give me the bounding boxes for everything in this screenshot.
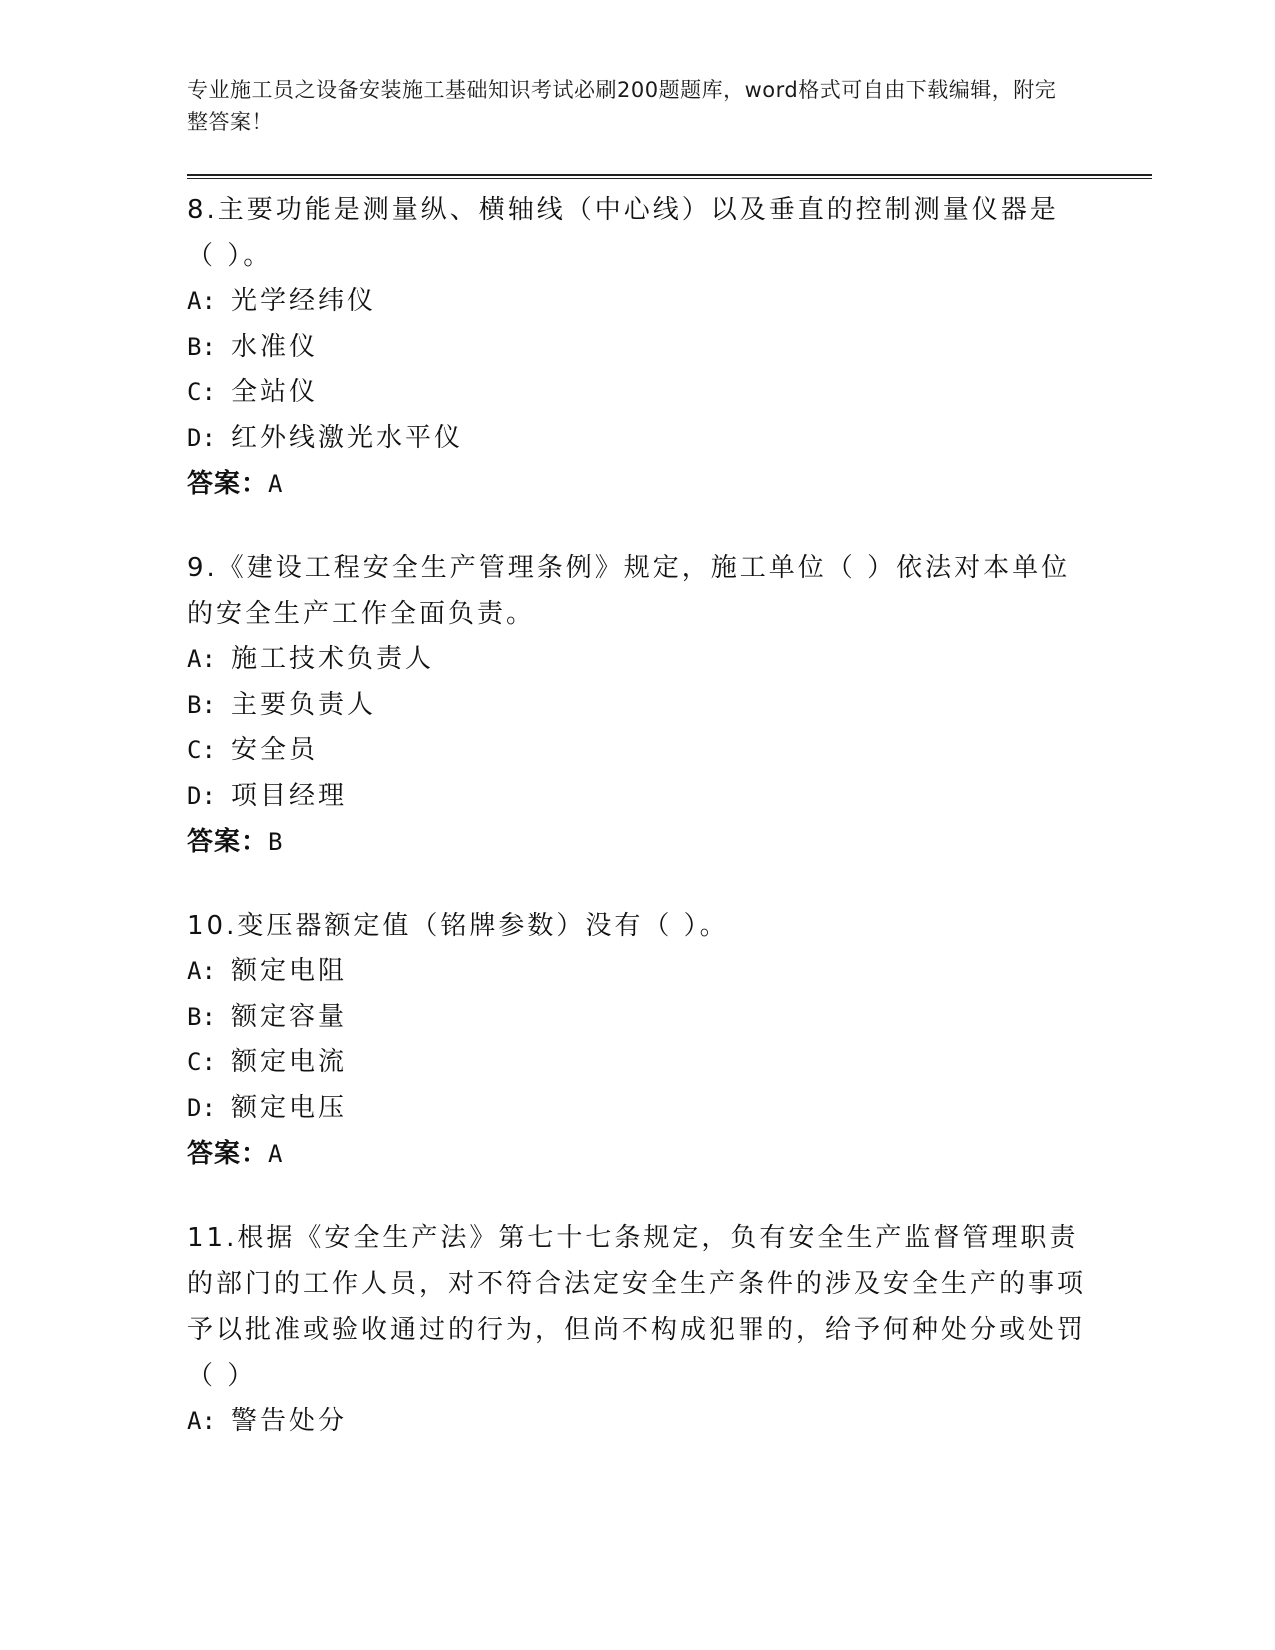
option-key: C:: [187, 378, 216, 406]
option-text: 项目经理: [231, 780, 348, 811]
answer-value: A: [268, 470, 284, 498]
question-stem: 10.变压器额定值（铭牌参数）没有（ ）。: [187, 911, 729, 941]
answer-label: 答案：: [187, 827, 269, 857]
option-d: [187, 416, 1087, 462]
question-stem: 8.主要功能是测量纵、横轴线（中心线）以及垂直的控制测量仪器是（ ）。: [187, 195, 1059, 271]
option-d: [187, 774, 1087, 820]
option-a: [187, 949, 1087, 995]
option-a: [187, 637, 1087, 683]
option-c: [187, 728, 1087, 774]
option-text: 红外线激光水平仪: [231, 422, 464, 453]
option-key: C:: [187, 736, 216, 764]
option-text: 警告处分: [231, 1406, 348, 1436]
answer-label: 答案：: [187, 1139, 269, 1169]
question-11: [187, 1215, 1087, 1445]
question-8: [187, 187, 1087, 507]
option-key: A:: [187, 957, 216, 985]
question-list: [187, 187, 1087, 1483]
option-c: [187, 1040, 1087, 1086]
option-b: [187, 325, 1087, 371]
option-text: 主要负责人: [231, 689, 377, 720]
option-text: 安全员: [231, 735, 319, 765]
option-key: B:: [187, 690, 216, 719]
question-9: [187, 545, 1087, 865]
option-text: 额定电压: [231, 1092, 348, 1123]
option-b: [187, 683, 1087, 729]
option-key: D:: [187, 781, 216, 810]
option-key: C:: [187, 1048, 216, 1076]
option-b: [187, 995, 1087, 1041]
option-c: [187, 370, 1087, 416]
option-key: A:: [187, 287, 216, 315]
option-text: 水准仪: [231, 331, 319, 362]
option-key: D:: [187, 1093, 216, 1122]
answer: [187, 819, 1087, 865]
option-text: 额定电流: [231, 1047, 348, 1077]
option-text: 全站仪: [231, 377, 319, 407]
option-text: 额定容量: [231, 1001, 348, 1032]
option-a: [187, 1399, 1087, 1445]
answer: [187, 1131, 1087, 1177]
option-key: B:: [187, 332, 216, 361]
document-header: 专业施工员之设备安装施工基础知识考试必刷200题题库，word格式可自由下载编辑，附完整答案！: [187, 78, 1057, 134]
option-text: 额定电阻: [231, 956, 348, 986]
header-divider: [187, 174, 1152, 179]
answer: [187, 461, 1087, 507]
option-key: B:: [187, 1002, 216, 1031]
answer-value: A: [268, 1140, 284, 1168]
option-text: 光学经纬仪: [231, 286, 377, 316]
option-key: A:: [187, 1407, 216, 1435]
answer-value: B: [268, 828, 284, 856]
option-d: [187, 1086, 1087, 1132]
option-key: D:: [187, 423, 216, 452]
answer-label: 答案：: [187, 469, 269, 499]
option-key: A:: [187, 645, 216, 673]
question-stem: 9.《建设工程安全生产管理条例》规定，施工单位（ ）依法对本单位的安全生产工作全面负责。: [187, 553, 1071, 629]
option-text: 施工技术负责人: [231, 644, 435, 674]
option-a: [187, 279, 1087, 325]
question-10: [187, 903, 1087, 1177]
question-stem: 11.根据《安全生产法》第七十七条规定，负有安全生产监督管理职责的部门的工作人员，对不符合法定安全生产条件的涉及安全生产的事项予以批准或验收通过的行为，但尚不构成犯罪的，给予何种处分或处罚（ ）: [187, 1223, 1087, 1391]
